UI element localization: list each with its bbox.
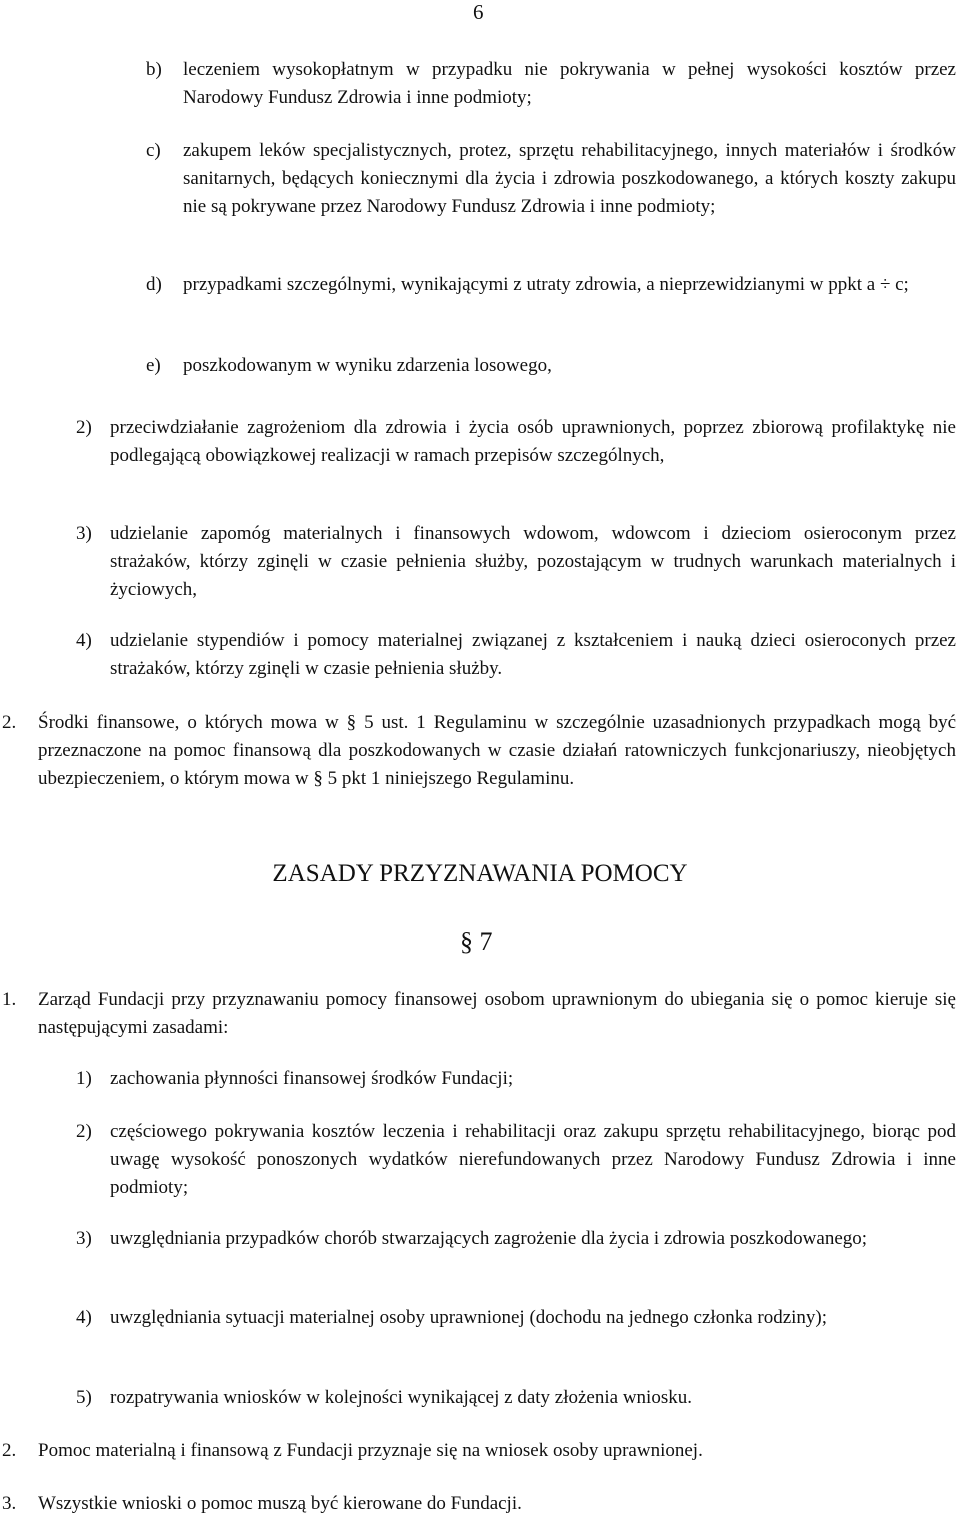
- item-2-text: przeciwdziałanie zagrożeniom dla zdrowia i życia osób uprawnionych, poprzez zbiorową profilaktykę nie podlegającą obowiązkowej realizacji w ramach przepisów szczególnych,: [110, 417, 956, 466]
- item-c-label: c): [146, 140, 161, 161]
- item-2-label: 2): [76, 417, 92, 438]
- rule-1-3-label: 3): [76, 1228, 92, 1249]
- paragraph-mark: § 7: [460, 927, 493, 956]
- item-c-text: zakupem leków specjalistycznych, protez, sprzętu rehabilitacyjnego, innych materiałów i środków sanitarnych, będących koniecznymi dla życia i zdrowia poszkodowanego, a których koszty zakupu nie są pokrywane przez Narodowy Fundusz Zdrowia i inne podmioty;: [183, 140, 956, 217]
- item-4-label: 4): [76, 630, 92, 651]
- section-2-label: 2.: [2, 712, 17, 733]
- page-number: 6: [473, 0, 484, 24]
- item-e-label: e): [146, 355, 161, 376]
- item-4-text: udzielanie stypendiów i pomocy materialnej związanej z kształceniem i nauką dzieci osieroconych przez strażaków, którzy zginęli w czasie pełnienia służby.: [110, 630, 956, 679]
- item-e-text: poszkodowanym w wyniku zdarzenia losowego,: [183, 355, 552, 376]
- section-heading: ZASADY PRZYZNAWANIA POMOCY: [272, 860, 688, 887]
- item-3-label: 3): [76, 523, 92, 544]
- rule-1-2-text: częściowego pokrywania kosztów leczenia i rehabilitacji oraz zakupu sprzętu rehabilitacyjnego, biorąc pod uwagę wysokość ponoszonych wydatków nierefundowanych przez Narodowy Fundusz Zdrowia i inne podmioty;: [110, 1121, 956, 1198]
- rule-1-1-label: 1): [76, 1068, 92, 1089]
- rule-2-label: 2.: [2, 1440, 17, 1461]
- rule-1-5-text: rozpatrywania wniosków w kolejności wynikającej z daty złożenia wniosku.: [110, 1387, 692, 1408]
- rule-1-4-label: 4): [76, 1307, 92, 1328]
- item-d-text: przypadkami szczególnymi, wynikającymi z utraty zdrowia, a nieprzewidzianymi w ppkt a ÷ c;: [183, 274, 909, 295]
- item-3-text: udzielanie zapomóg materialnych i finansowych wdowom, wdowcom i dzieciom osieroconym przez strażaków, którzy zginęli w czasie pełnienia służby, pozostającym w trudnych warunkach materialnych i życiowych,: [110, 523, 956, 600]
- rule-3-label: 3.: [2, 1493, 17, 1514]
- rule-1-5-label: 5): [76, 1387, 92, 1408]
- rule-1-text: Zarząd Fundacji przy przyznawaniu pomocy finansowej osobom uprawnionym do ubiegania się o pomoc kieruje się następującymi zasadami:: [38, 989, 956, 1038]
- rule-2-text: Pomoc materialną i finansową z Fundacji przyznaje się na wniosek osoby uprawnionej.: [38, 1440, 703, 1461]
- item-b-text: leczeniem wysokopłatnym w przypadku nie pokrywania w pełnej wysokości kosztów przez Narodowy Fundusz Zdrowia i inne podmioty;: [183, 59, 956, 108]
- rule-1-4-text: uwzględniania sytuacji materialnej osoby uprawnionej (dochodu na jednego członka rodziny);: [110, 1307, 828, 1328]
- item-b-label: b): [146, 59, 162, 80]
- rule-3-text: Wszystkie wnioski o pomoc muszą być kierowane do Fundacji.: [38, 1493, 522, 1514]
- rule-1-2-label: 2): [76, 1121, 92, 1142]
- section-2-text: Środki finansowe, o których mowa w § 5 ust. 1 Regulaminu w szczególnie uzasadnionych przypadkach mogą być przeznaczone na pomoc finansową dla poszkodowanych w czasie działań ratowniczych funkcjonariuszy, nieobjętych ubezpieczeniem, o którym mowa w § 5 pkt 1 niniejszego Regulaminu.: [38, 712, 956, 789]
- rule-1-label: 1.: [2, 989, 17, 1010]
- rule-1-3-text: uwzględniania przypadków chorób stwarzających zagrożenie dla życia i zdrowia poszkodowanego;: [110, 1228, 868, 1249]
- item-d-label: d): [146, 274, 162, 295]
- rule-1-1-text: zachowania płynności finansowej środków Fundacji;: [110, 1068, 514, 1089]
